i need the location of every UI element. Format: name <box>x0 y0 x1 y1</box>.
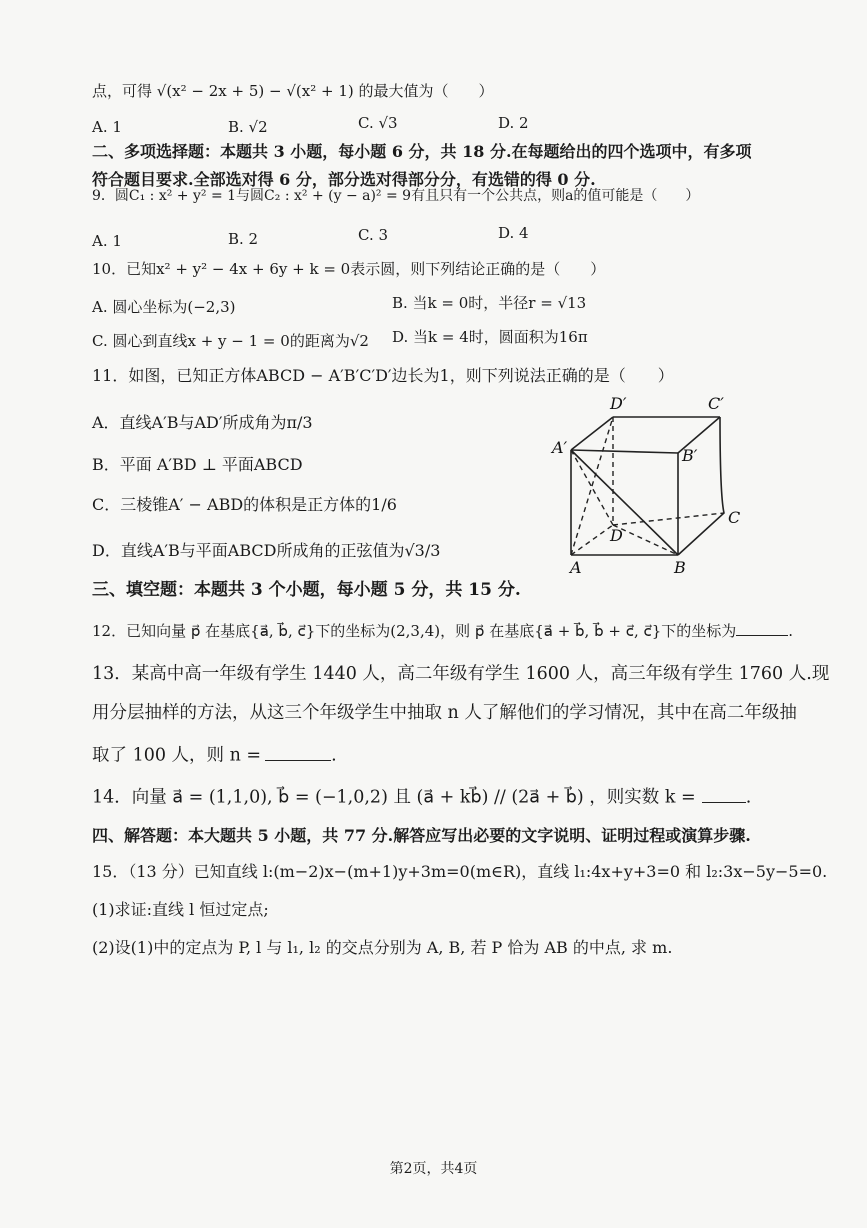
q13-answer-blank[interactable] <box>265 742 331 761</box>
section4-heading: 四、解答题：本大题共 5 小题，共 77 分.解答应写出必要的文字说明、证明过程或演算步骤. <box>92 826 751 845</box>
q11-option-b: B．平面 A′BD ⊥ 平面ABCD <box>92 455 303 474</box>
q8-option-a: A. 1 <box>92 118 122 136</box>
q14-line <box>92 784 751 809</box>
label-c-prime: C′ <box>708 395 724 413</box>
q14-period: . <box>745 787 752 808</box>
q9-option-d: D. 4 <box>498 224 529 242</box>
q12-period: . <box>788 622 794 640</box>
q10-option-d: D. 当k = 4时，圆面积为16π <box>392 328 588 346</box>
q10-option-a: A. 圆心坐标为(−2,3) <box>92 298 236 316</box>
q11-option-d: D．直线A′B与平面ABCD所成角的正弦值为√3/3 <box>92 541 441 560</box>
segment-a1-d-dashed <box>571 450 613 525</box>
label-c: C <box>728 508 741 527</box>
q14-answer-blank[interactable] <box>702 784 746 803</box>
label-a: A <box>570 558 582 577</box>
q13-line2: 用分层抽样的方法，从这三个年级学生中抽取 n 人了解他们的学习情况，其中在高二年级抽 <box>92 703 797 723</box>
q11-option-c: C．三棱锥A′ − ABD的体积是正方体的1/6 <box>92 495 397 514</box>
edge-a1-b1 <box>571 450 678 453</box>
q15-line1: 15．（13 分）已知直线 l:(m−2)x−(m+1)y+3m=0(m∈R)，直线 l₁:4x+y+3=0 和 l₂:3x−5y−5=0. <box>92 862 828 881</box>
q9-option-c: C. 3 <box>358 226 389 244</box>
q15-line3: (2)设(1)中的定点为 P, l 与 l₁, l₂ 的交点分别为 A, B, 若 P 恰为 AB 的中点, 求 m. <box>92 938 673 957</box>
q13-stem-end: 取了 100 人，则 n = <box>92 745 262 766</box>
q9-option-b: B. 2 <box>228 230 259 248</box>
q10-option-b: B. 当k = 0时，半径r = √13 <box>392 294 587 312</box>
q12-answer-blank[interactable] <box>736 620 788 636</box>
page-footer: 第2页，共4页 <box>389 1161 478 1177</box>
label-a-prime: A′ <box>552 438 568 457</box>
edge-d-c-dashed <box>613 513 724 525</box>
label-d-prime: D′ <box>610 395 627 413</box>
q10-stem: 10．已知x² + y² − 4x + 6y + k = 0表示圆，则下列结论正确的是（ ） <box>92 260 606 278</box>
section2-heading-line1: 二、多项选择题：本题共 3 小题，每小题 6 分，共 18 分.在每题给出的四个选项中，有多项 <box>92 142 752 161</box>
q8-option-c: C. √3 <box>358 114 398 132</box>
q9-stem: 9．圆C₁ : x² + y² = 1与圆C₂ : x² + (y − a)² = 9有且只有一个公共点，则a的值可能是（ ） <box>92 188 700 204</box>
q9-option-a: A. 1 <box>92 232 122 250</box>
q12-stem: 12．已知向量 p⃗ 在基底{a⃗, b⃗, c⃗}下的坐标为(2,3,4)，则 p⃗ 在基底{a⃗ + b⃗, b⃗ + c⃗, c⃗}下的坐标为 <box>92 622 737 640</box>
q8-option-d: D. 2 <box>498 114 529 132</box>
q8-option-b: B. √2 <box>228 118 268 136</box>
section2-heading-line2: 符合题目要求.全部选对得 6 分，部分选对得部分分，有选错的得 0 分. <box>92 170 596 189</box>
edge-a1-d1 <box>571 417 613 450</box>
q15-line2: (1)求证:直线 l 恒过定点; <box>92 900 269 919</box>
q11-option-a: A．直线A′B与AD′所成角为π/3 <box>92 413 313 432</box>
q11-stem: 11．如图，已知正方体ABCD − A′B′C′D′边长为1，则下列说法正确的是（ ） <box>92 366 674 385</box>
edge-c1-c-b <box>678 417 724 555</box>
edge-a-d-dashed <box>571 525 613 555</box>
label-b: B <box>674 558 686 577</box>
q13-line3 <box>92 742 337 767</box>
q14-stem: 14．向量 a⃗ = (1,1,0), b⃗ = (−1,0,2) 且 (a⃗ + kb⃗) // (2a⃗ + b⃗) ，则实数 k = <box>92 787 696 808</box>
q13-line1: 13．某高中高一年级有学生 1440 人，高二年级有学生 1600 人，高三年级有学生 1760 人.现 <box>92 664 830 684</box>
cube-figure <box>548 395 758 580</box>
label-b-prime: B′ <box>682 446 698 465</box>
q8-stem: 点，可得 √(x² − 2x + 5) − √(x² + 1) 的最大值为（ ） <box>92 82 494 100</box>
label-d: D <box>610 526 623 545</box>
q13-period: . <box>331 745 337 766</box>
section3-heading: 三、填空题：本题共 3 个小题，每小题 5 分，共 15 分. <box>92 580 521 600</box>
q10-option-c: C. 圆心到直线x + y − 1 = 0的距离为√2 <box>92 332 369 350</box>
q12-line <box>92 620 793 640</box>
